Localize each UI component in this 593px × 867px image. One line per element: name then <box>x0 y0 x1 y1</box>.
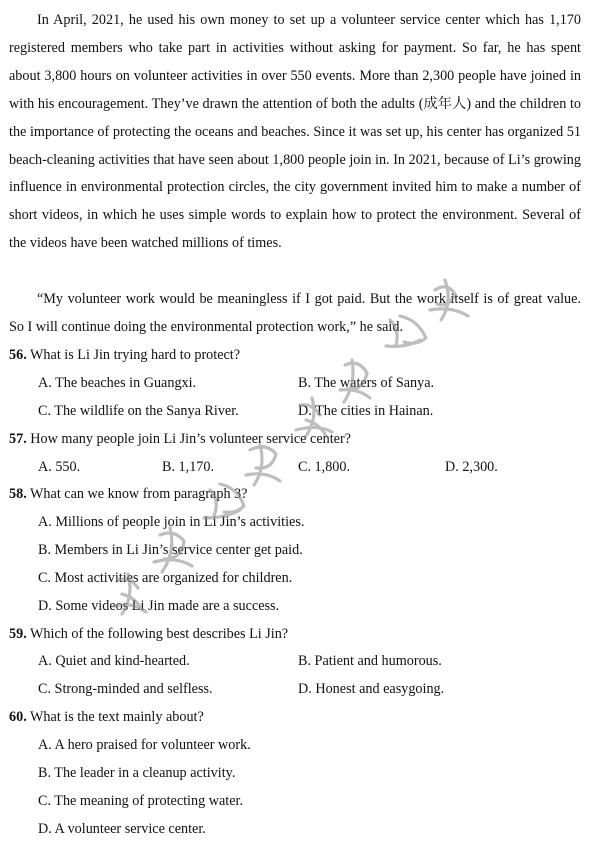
q57-option-a[interactable]: A. 550. <box>38 459 81 475</box>
question-56 <box>9 345 240 365</box>
question-text: What is the text mainly about? <box>30 709 204 725</box>
q59-option-c[interactable]: C. Strong-minded and selfless. <box>38 681 213 697</box>
question-text: What is Li Jin trying hard to protect? <box>30 347 241 363</box>
question-text: How many people join Li Jin’s volunteer service center? <box>30 431 351 447</box>
question-number: 59. <box>9 626 27 642</box>
question-58 <box>9 484 247 504</box>
passage-paragraph-2: “My volunteer work would be meaningless if I got paid. But the work itself is of great value. So I will continue doing the environmental protection work,” he said. <box>9 291 581 335</box>
passage-paragraph-1: In April, 2021, he used his own money to set up a volunteer service center which has 1,170 registered members who take part in activities without asking for payment. So far, he has spent about 3,800 hours on volunteer activities in over 550 events. More than 2,300 people have joined in with his encouragement. They’ve drawn the attention of both the adults (成年人) and the children to the importance of protecting the oceans and beaches. Since it was set up, his center has organized 51 beach-cleaning activities that have seen about 1,800 people join in. In 2021, because of Li’s growing influence in environmental protection circles, the city government invited him to make a number of short videos, in which he uses simple words to explain how to protect the environment. Several of the videos have been watched millions of times. <box>9 12 581 252</box>
q59-option-a[interactable]: A. Quiet and kind-hearted. <box>38 653 190 669</box>
q60-option-c[interactable]: C. The meaning of protecting water. <box>38 793 244 809</box>
q57-option-d[interactable]: D. 2,300. <box>445 459 498 475</box>
q57-option-b[interactable]: B. 1,170. <box>162 459 215 475</box>
question-number: 58. <box>9 486 27 502</box>
question-number: 60. <box>9 709 27 725</box>
q56-option-b[interactable]: B. The waters of Sanya. <box>298 375 435 391</box>
question-59 <box>9 624 288 644</box>
q58-option-b[interactable]: B. Members in Li Jin’s service center get paid. <box>38 542 303 558</box>
q58-option-d[interactable]: D. Some videos Li Jin made are a success. <box>38 598 280 614</box>
q56-option-c[interactable]: C. The wildlife on the Sanya River. <box>38 403 239 419</box>
q58-option-a[interactable]: A. Millions of people join in Li Jin’s activities. <box>38 514 305 530</box>
q60-option-a[interactable]: A. A hero praised for volunteer work. <box>38 737 251 753</box>
q59-option-d[interactable]: D. Honest and easygoing. <box>298 681 445 697</box>
q60-option-b[interactable]: B. The leader in a cleanup activity. <box>38 765 236 781</box>
question-60 <box>9 707 204 727</box>
q56-option-a[interactable]: A. The beaches in Guangxi. <box>38 375 197 391</box>
q58-option-c[interactable]: C. Most activities are organized for children. <box>38 570 293 586</box>
q59-option-b[interactable]: B. Patient and humorous. <box>298 653 442 669</box>
q60-option-d[interactable]: D. A volunteer service center. <box>38 821 206 837</box>
question-number: 57. <box>9 431 27 447</box>
q57-option-c[interactable]: C. 1,800. <box>298 459 351 475</box>
q56-option-d[interactable]: D. The cities in Hainan. <box>298 403 434 419</box>
question-57 <box>9 429 351 449</box>
question-text: What can we know from paragraph 3? <box>30 486 248 502</box>
question-text: Which of the following best describes Li Jin? <box>30 626 289 642</box>
question-number: 56. <box>9 347 27 363</box>
